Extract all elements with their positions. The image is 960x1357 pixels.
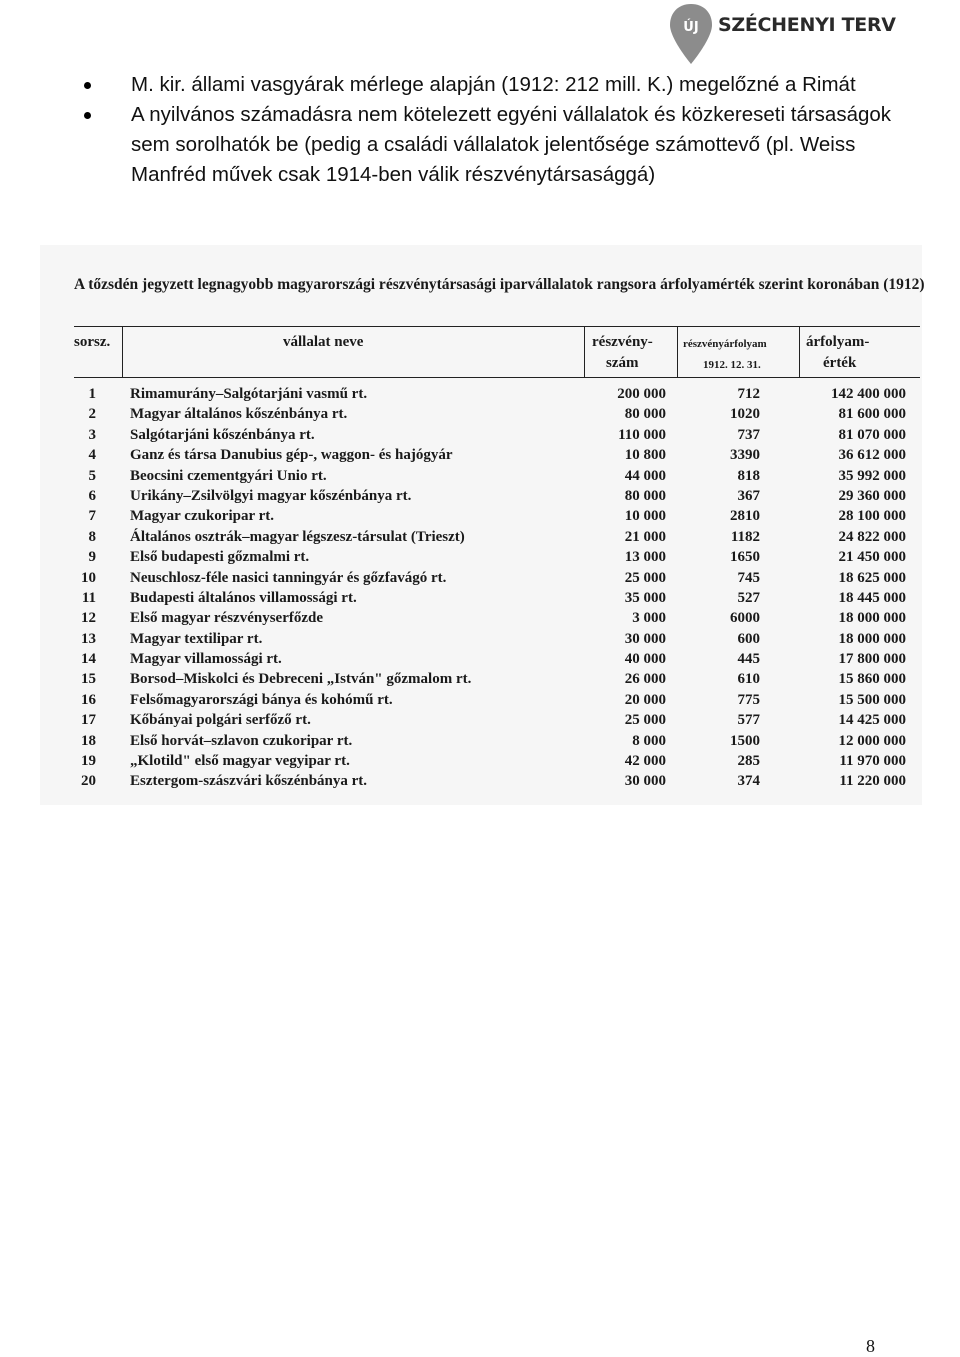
market-value: 11 220 000: [839, 773, 906, 790]
header-shares: részvény-: [592, 334, 653, 350]
column-divider: [677, 327, 678, 377]
company-name: Urikány–Zsilvölgyi magyar kőszénbánya rt.: [130, 487, 412, 504]
company-name: Magyar czukoripar rt.: [130, 508, 275, 525]
share-count: 40 000: [624, 651, 666, 668]
row-number: 16: [81, 691, 96, 708]
market-value: 35 992 000: [838, 467, 906, 484]
share-price: 6000: [730, 610, 760, 627]
market-value: 12 000 000: [838, 732, 906, 749]
share-count: 30 000: [624, 630, 666, 647]
row-number: 19: [81, 753, 96, 770]
share-price: 374: [737, 773, 760, 790]
table-row: [74, 466, 924, 486]
bullet-item: M. kir. állami vasgyárak mérlege alapján (1912: 212 mill. K.) megelőzné a Rimát: [80, 70, 900, 100]
table-body: [74, 384, 924, 792]
market-value: 18 625 000: [838, 569, 906, 586]
row-number: 1: [88, 386, 96, 402]
share-price: 775: [737, 691, 760, 708]
row-number: 5: [88, 467, 96, 484]
company-name: Rimamurány–Salgótarjáni vasmű rt.: [130, 386, 368, 402]
header-no: sorsz.: [74, 334, 111, 350]
company-name: Kőbányai polgári serfőző rt.: [130, 712, 311, 729]
share-count: 35 000: [624, 589, 666, 606]
market-value: 81 600 000: [838, 406, 906, 423]
company-name: Magyar általános kőszénbánya rt.: [130, 406, 348, 423]
logo-badge: ÚJ: [683, 20, 699, 35]
table-header-rule: [74, 377, 920, 378]
company-name: Általános osztrák–magyar légszesz-társulat (Trieszt): [130, 528, 465, 545]
company-name: Beocsini czementgyári Unio rt.: [130, 467, 327, 484]
table-row: [74, 384, 924, 404]
share-price: 2810: [730, 508, 760, 525]
market-value: 15 500 000: [838, 691, 906, 708]
header-value-2: érték: [823, 355, 857, 371]
table-row: [74, 568, 924, 588]
company-name: Borsod–Miskolci és Debreceni „István" gőzmalom rt.: [130, 671, 472, 688]
row-number: 18: [81, 732, 96, 749]
share-count: 80 000: [624, 487, 666, 504]
share-count: 25 000: [624, 569, 666, 586]
row-number: 3: [88, 426, 96, 443]
row-number: 17: [81, 712, 96, 729]
map-pin-logo-icon: [668, 2, 714, 66]
header-shares-2: szám: [606, 355, 639, 371]
share-count: 80 000: [624, 406, 666, 423]
table-row: [74, 608, 924, 628]
company-name: Ganz és társa Danubius gép-, waggon- és hajógyár: [130, 447, 453, 464]
szechenyi-terv-logo: [668, 2, 896, 66]
page-number: 8: [866, 1336, 875, 1356]
column-divider: [122, 327, 123, 377]
market-value: 17 800 000: [838, 651, 906, 668]
company-name: Budapesti általános villamossági rt.: [130, 589, 357, 606]
table-row: [74, 445, 924, 465]
market-value: 28 100 000: [838, 508, 906, 525]
market-value: 29 360 000: [838, 487, 906, 504]
table-row: [74, 771, 924, 791]
share-price: 527: [737, 589, 760, 606]
company-name: Neuschlosz-féle nasici tanningyár és gőzfavágó rt.: [130, 569, 447, 586]
market-value: 18 000 000: [838, 630, 906, 647]
table-row: [74, 669, 924, 689]
table-row: [74, 527, 924, 547]
row-number: 10: [81, 569, 96, 586]
share-count: 44 000: [624, 467, 666, 484]
market-value: 14 425 000: [838, 712, 906, 729]
share-count: 8 000: [632, 732, 666, 749]
header-price-date: 1912. 12. 31.: [703, 359, 761, 371]
share-price: 610: [737, 671, 760, 688]
share-price: 445: [737, 651, 760, 668]
share-count: 10 000: [624, 508, 666, 525]
share-count: 13 000: [624, 549, 666, 566]
company-name: „Klotild" első magyar vegyipar rt.: [130, 753, 350, 770]
table-row: [74, 404, 924, 424]
share-count: 21 000: [624, 528, 666, 545]
company-name: Magyar villamossági rt.: [130, 651, 282, 668]
market-value: 21 450 000: [838, 549, 906, 566]
table-row: [74, 486, 924, 506]
row-number: 14: [81, 651, 96, 668]
share-count: 110 000: [618, 426, 666, 443]
company-name: Első budapesti gőzmalmi rt.: [130, 549, 310, 566]
share-count: 10 800: [624, 447, 666, 464]
share-price: 285: [737, 753, 760, 770]
row-number: 20: [81, 773, 96, 790]
market-value: 18 445 000: [838, 589, 906, 606]
row-number: 11: [81, 589, 96, 606]
share-count: 200 000: [617, 386, 666, 402]
share-price: 3390: [730, 447, 760, 464]
market-value: 36 612 000: [838, 447, 906, 464]
share-price: 577: [737, 712, 760, 729]
company-name: Esztergom-szászvári kőszénbánya rt.: [130, 773, 368, 790]
share-price: 1500: [730, 732, 760, 749]
share-count: 42 000: [624, 753, 666, 770]
table-row: [74, 425, 924, 445]
column-divider: [584, 327, 585, 377]
header-name: vállalat neve: [283, 334, 364, 350]
share-price: 818: [737, 467, 760, 484]
row-number: 4: [88, 447, 96, 464]
share-count: 30 000: [624, 773, 666, 790]
company-name: Első magyar részvényserfőzde: [130, 610, 324, 627]
logo-text: SZÉCHENYI TERV: [718, 14, 896, 36]
row-number: 7: [88, 508, 96, 525]
market-value: 24 822 000: [838, 528, 906, 545]
header-value: árfolyam-: [806, 334, 870, 350]
row-number: 9: [88, 549, 96, 566]
share-price: 367: [737, 487, 760, 504]
share-price: 712: [737, 386, 760, 402]
table-row: [74, 690, 924, 710]
market-value: 142 400 000: [831, 386, 906, 402]
table-row: [74, 751, 924, 771]
share-price: 1020: [730, 406, 760, 423]
table-title: A tőzsdén jegyzett legnagyobb magyarországi részvénytársasági iparvállalatok rangsora árfolyamérték szerint koronában (1912): [74, 276, 925, 293]
row-number: 13: [81, 630, 96, 647]
market-value: 18 000 000: [838, 610, 906, 627]
market-value: 15 860 000: [838, 671, 906, 688]
market-value: 81 070 000: [838, 426, 906, 443]
table-row: [74, 629, 924, 649]
row-number: 12: [81, 610, 96, 627]
share-price: 745: [737, 569, 760, 586]
table-row: [74, 588, 924, 608]
share-count: 20 000: [624, 691, 666, 708]
company-name: Felsőmagyarországi bánya és kohómű rt.: [130, 691, 393, 708]
table-row: [74, 710, 924, 730]
row-number: 15: [81, 671, 96, 688]
company-name: Első horvát–szlavon czukoripar rt.: [130, 732, 353, 749]
row-number: 2: [88, 406, 96, 423]
share-price: 1650: [730, 549, 760, 566]
share-count: 26 000: [624, 671, 666, 688]
row-number: 6: [88, 487, 96, 504]
table-row: [74, 506, 924, 526]
header-price: részvényárfolyam: [683, 338, 767, 350]
market-value: 11 970 000: [839, 753, 906, 770]
table-top-rule: [74, 326, 920, 327]
company-name: Magyar textilipar rt.: [130, 630, 263, 647]
share-price: 737: [737, 426, 760, 443]
table-row: [74, 649, 924, 669]
share-price: 600: [737, 630, 760, 647]
table-row: [74, 547, 924, 567]
share-count: 3 000: [632, 610, 666, 627]
bullet-list: [80, 70, 900, 190]
share-count: 25 000: [624, 712, 666, 729]
company-name: Salgótarjáni kőszénbánya rt.: [130, 426, 315, 443]
table-row: [74, 731, 924, 751]
row-number: 8: [88, 528, 96, 545]
bullet-item: A nyilvános számadásra nem kötelezett egyéni vállalatok és közkereseti társaságok sem sorolhatók be (pedig a családi vállalatok jelentősége számottevő (pl. Weiss Manfréd művek csak 1914-ben válik részvénytársasággá): [80, 100, 900, 190]
column-divider: [799, 327, 800, 377]
share-price: 1182: [730, 528, 760, 545]
